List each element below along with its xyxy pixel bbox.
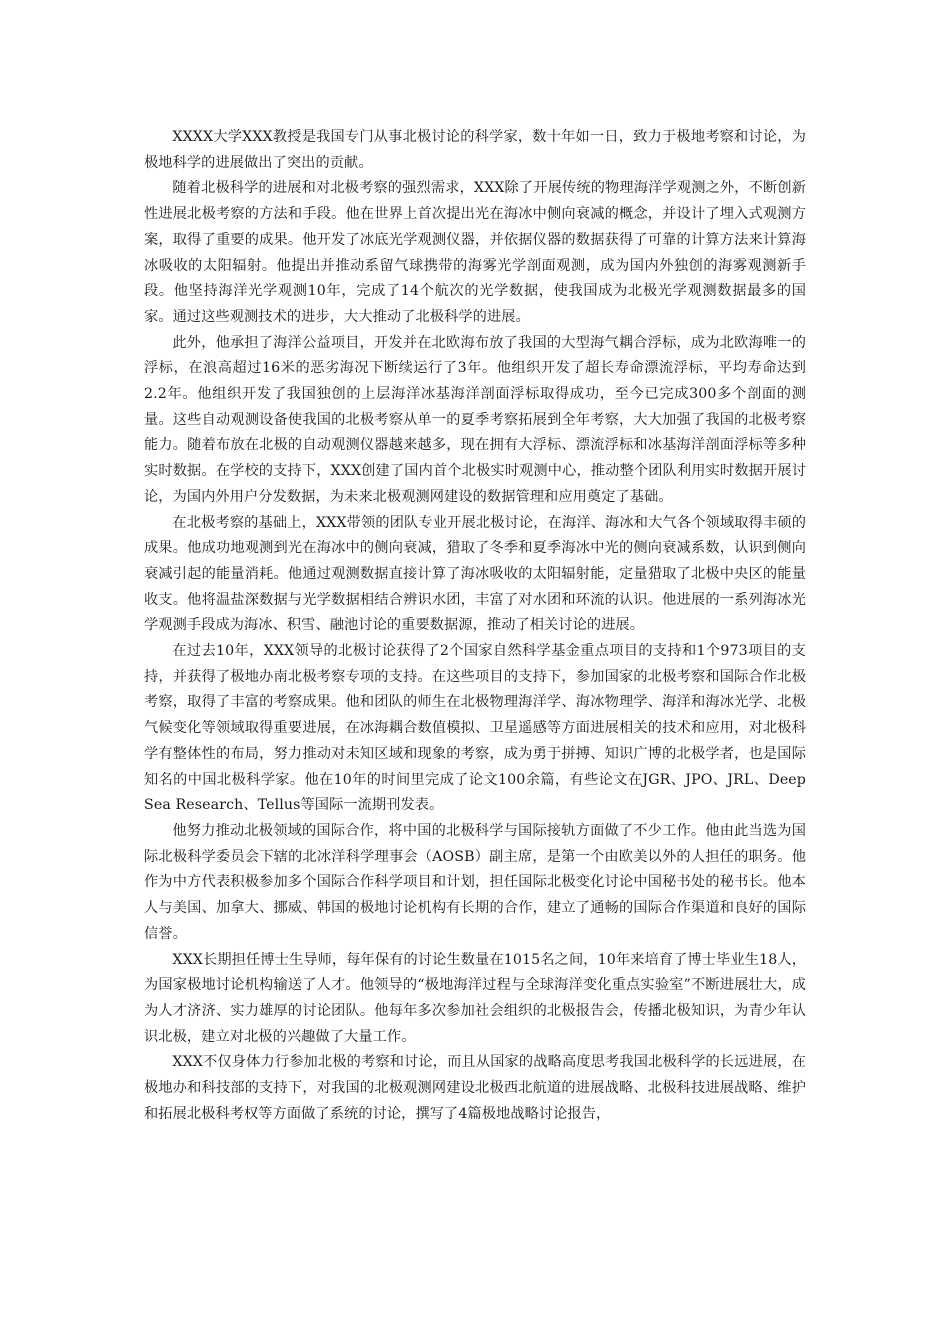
- paragraph-projects: 在过去10年，XXX领导的北极讨论获得了2个国家自然科学基金重点项目的支持和1个973项目的支持，并获得了极地办南北极考察专项的支持。在这些项目的支持下，参加国家的北极考察和国际合作北极考察，取得了丰富的考察成果。他和团队的师生在北极物理海洋学、海冰物理学、海洋和海冰光学、北极气候变化等领域取得重要进展，在冰海耦合数值模拟、卫星遥感等方面进展相关的技术和应用，对北极科学有整体性的布局，努力推动对未知区域和现象的考察，成为勇于拼搏、知识广博的北极学者，也是国际知名的中国北极科学家。他在10年的时间里完成了论文100余篇，有些论文在JGR、JPO、JRL、Deep Sea Research、Tellus等国际一流期刊发表。: [144, 643, 806, 814]
- paragraph-strategy: XXX不仅身体力行参加北极的考察和讨论，而且从国家的战略高度思考我国北极科学的长远进展，在极地办和科技部的支持下，对我国的北极观测网建设北极西北航道的进展战略、北极科技进展战略、维护和拓展北极科考权等方面做了系统的讨论，撰写了4篇极地战略讨论报告，: [144, 1054, 806, 1122]
- paragraph-international: 他努力推动北极领域的国际合作，将中国的北极科学与国际接轨方面做了不少工作。他由此当选为国际北极科学委员会下辖的北冰洋科学理事会（AOSB）副主席，是第一个由欧美以外的人担任的职务。他作为中方代表积极参加多个国际合作科学项目和计划，担任国际北极变化讨论中国秘书处的秘书长。他本人与美国、加拿大、挪威、韩国的极地讨论机构有长期的合作，建立了通畅的国际合作渠道和良好的国际信誉。: [144, 822, 806, 942]
- paragraph-research-results: 在北极考察的基础上，XXX带领的团队专业开展北极讨论，在海洋、海冰和大气各个领域取得丰硕的成果。他成功地观测到光在海冰中的侧向衰减，猎取了冬季和夏季海冰中光的侧向衰减系数，认识到侧向衰减引起的能量消耗。他通过观测数据直接计算了海冰吸收的太阳辐射能，定量猎取了北极中央区的能量收支。他将温盐深数据与光学数据相结合辨识水团，丰富了对水团和环流的认识。他进展的一系列海冰光学观测手段成为海冰、积雪、融池讨论的重要数据源，推动了相关讨论的进展。: [144, 514, 806, 634]
- paragraph-observation-methods: 随着北极科学的进展和对北极考察的强烈需求，XXX除了开展传统的物理海洋学观测之外，不断创新性进展北极考察的方法和手段。他在世界上首次提出光在海冰中侧向衰减的概念，并设计了埋入式观测方案，取得了重要的成果。他开发了冰底光学观测仪器，并依据仪器的数据获得了可靠的计算方法来计算海冰吸收的太阳辐射。他提出并推动系留气球携带的海雾光学剖面观测，成为国内外独创的海雾观测新手段。他坚持海洋光学观测10年，完成了14个航次的光学数据，使我国成为北极光学观测数据最多的国家。通过这些观测技术的进步，大大推动了北极科学的进展。: [144, 180, 806, 325]
- paragraph-intro: XXXX大学XXX教授是我国专门从事北极讨论的科学家，数十年如一日，致力于极地考察和讨论，为极地科学的进展做出了突出的贡献。: [144, 129, 806, 171]
- paragraph-education: XXX长期担任博士生导师，每年保有的讨论生数量在1015名之间，10年来培育了博士毕业生18人，为国家极地讨论机构输送了人才。他领导的“极地海洋过程与全球海洋变化重点实验室”不断进展壮大，成为人才济济、实力雄厚的讨论团队。他每年多次参加社会组织的北极报告会，传播北极知识，为青少年认识北极，建立对北极的兴趣做了大量工作。: [144, 951, 806, 1045]
- document-body: [144, 125, 806, 1127]
- paragraph-buoys: 此外，他承担了海洋公益项目，开发并在北欧海布放了我国的大型海气耦合浮标，成为北欧海唯一的浮标，在浪高超过16米的恶劣海况下断续运行了3年。他组织开发了超长寿命漂流浮标，平均寿命达到2.2年。他组织开发了我国独创的上层海洋冰基海洋剖面浮标取得成功，至今已完成300多个剖面的测量。这些自动观测设备使我国的北极考察从单一的夏季考察拓展到全年考察，大大加强了我国的北极考察能力。随着布放在北极的自动观测仪器越来越多，现在拥有大浮标、漂流浮标和冰基海洋剖面浮标等多种实时数据。在学校的支持下，XXX创建了国内首个北极实时观测中心，推动整个团队利用实时数据开展讨论，为国内外用户分发数据，为未来北极观测网建设的数据管理和应用奠定了基础。: [144, 334, 806, 505]
